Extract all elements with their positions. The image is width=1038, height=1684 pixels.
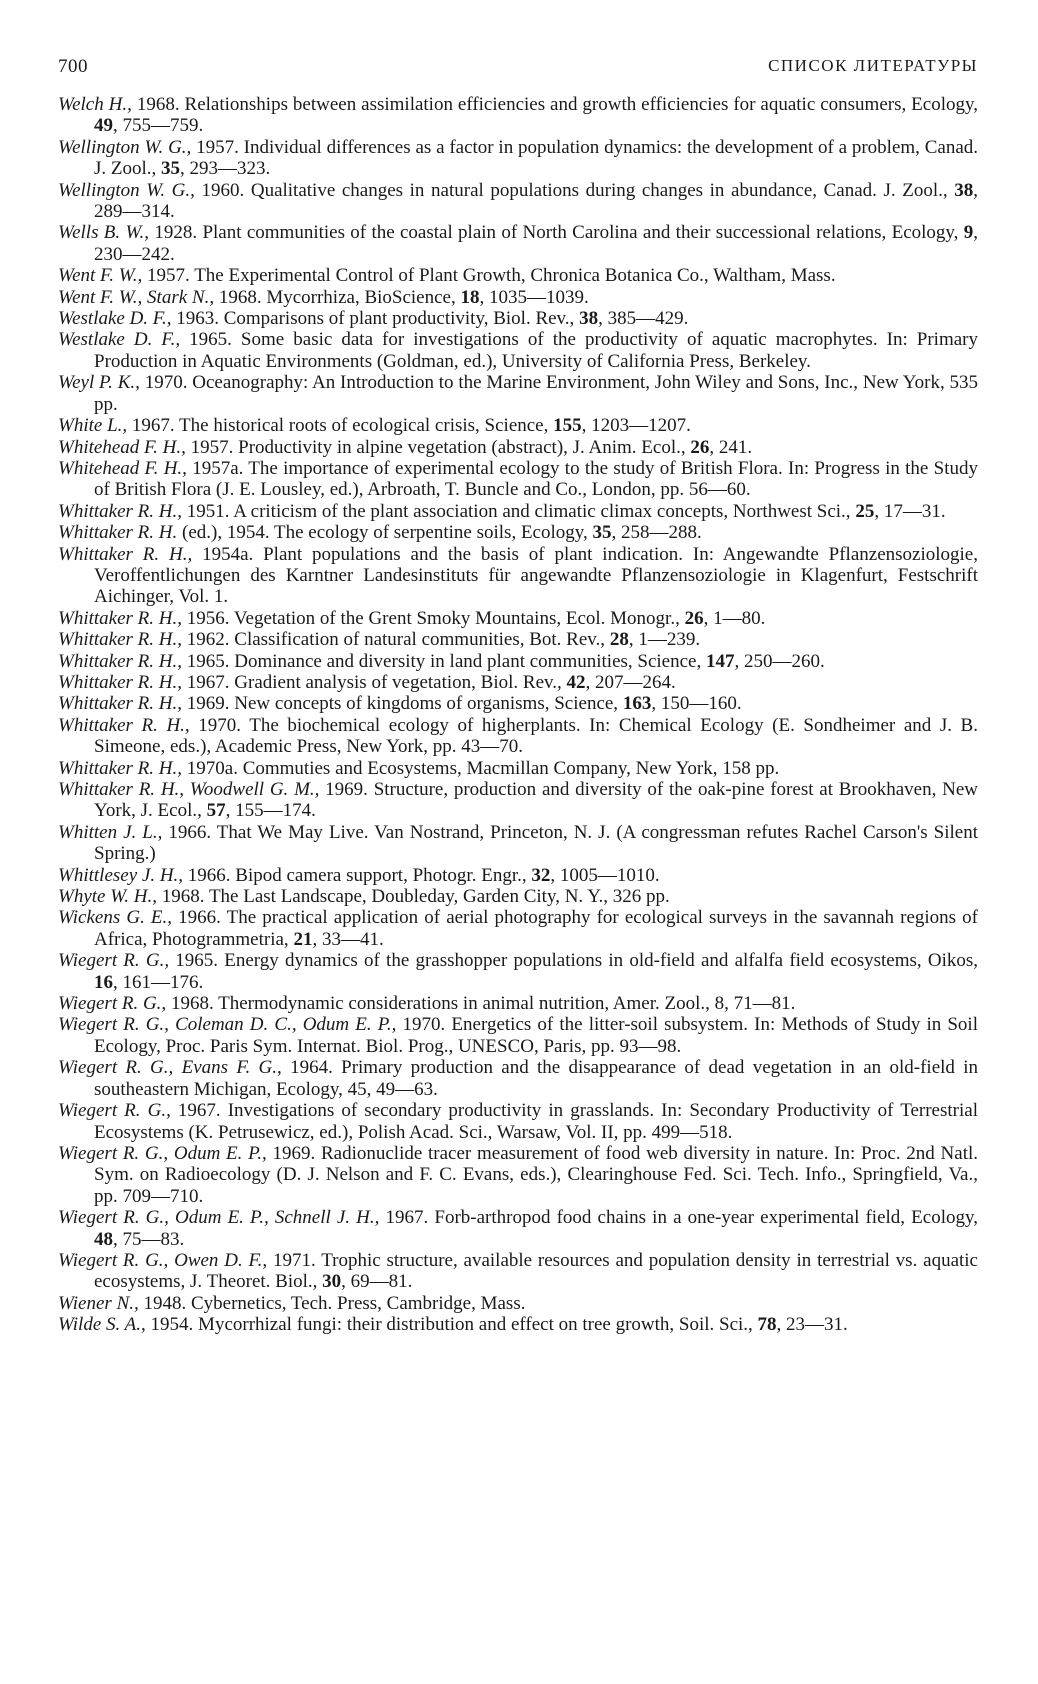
reference-authors: Welch H., <box>58 94 132 115</box>
reference-text: (ed.), 1954. The ecology of serpentine soils, Ecology, <box>177 522 593 544</box>
book-page <box>58 48 978 1336</box>
reference-text: 1967. Gradient analysis of vegetation, Biol. Rev., <box>182 671 567 693</box>
reference-pages: , 241. <box>709 436 753 458</box>
reference-authors: Westlake D. F., <box>58 329 181 351</box>
reference-authors: Whittaker R. H. <box>58 522 178 544</box>
reference-authors: Weyl P. K., <box>58 372 140 394</box>
reference-volume: 38 <box>579 308 599 330</box>
reference-authors: Whittaker R. H., <box>58 671 183 693</box>
reference-pages: , 1—239. <box>628 629 701 651</box>
reference-text: 1970. The biochemical ecology of higherplants. In: Chemical Ecology (E. Sondheimer and J. B. Simeone, eds.), Academic Press, New York, pp. 43—70. <box>94 714 978 758</box>
reference-pages: , 155—174. <box>225 800 316 822</box>
reference-entry <box>58 308 978 329</box>
reference-authors: Wiegert R. G., <box>58 993 167 1015</box>
reference-entry <box>58 1207 978 1250</box>
reference-entry <box>58 865 978 886</box>
reference-entry <box>58 907 978 950</box>
reference-pages: , 289—314. <box>94 179 978 223</box>
reference-text: 1957. Productivity in alpine vegetation (abstract), J. Anim. Ecol., <box>185 436 691 458</box>
reference-entry <box>58 94 978 137</box>
reference-entry <box>58 372 978 415</box>
reference-entry <box>58 1143 978 1207</box>
reference-volume: 18 <box>460 286 480 308</box>
reference-text: 1957. The Experimental Control of Plant Growth, Chronica Botanica Co., Waltham, Mass. <box>142 265 836 287</box>
reference-authors: Wiegert R. G., <box>58 950 170 972</box>
reference-volume: 30 <box>322 1271 342 1293</box>
reference-pages: , 150—160. <box>651 693 742 715</box>
running-head: СПИСОК ЛИТЕРАТУРЫ <box>768 56 978 75</box>
reference-volume: 163 <box>622 693 652 715</box>
reference-volume: 42 <box>566 671 586 693</box>
reference-text: 1954. Mycorrhizal fungi: their distribution and effect on tree growth, Soil. Sci., <box>145 1314 758 1336</box>
reference-authors: Wiegert R. G., Odum E. P., Schnell J. H., <box>58 1207 380 1229</box>
reference-authors: Whittaker R. H., <box>58 607 183 629</box>
reference-authors: Wellington W. G., <box>58 136 192 158</box>
reference-entry <box>58 437 978 458</box>
reference-authors: Wiener N., <box>58 1292 139 1314</box>
reference-authors: Whitehead F. H., <box>58 436 186 458</box>
reference-authors: Wiegert R. G., Owen D. F., <box>58 1249 268 1271</box>
reference-authors: Whittaker R. H., <box>58 714 190 736</box>
reference-entry <box>58 1314 978 1335</box>
reference-text: 1970a. Commuties and Ecosystems, Macmillan Company, New York, 158 pp. <box>182 757 780 779</box>
reference-text: 1954a. Plant populations and the basis of plant indication. In: Angewandte Pflanzensoziologie, Veroffentlichungen des Karntner Landesinstituts für angewandte Pflanzensoziologie in Klagenfurt, Festschrift Aichinger, Vol. 1. <box>94 543 978 608</box>
reference-authors: Whittaker R. H., <box>58 543 193 565</box>
reference-text: 1969. Structure, production and diversity of the oak-pine forest at Brookhaven, New York, J. Ecol., <box>94 779 978 822</box>
reference-volume: 16 <box>94 971 113 993</box>
reference-entry <box>58 1014 978 1057</box>
reference-text: 1965. Some basic data for investigations of the productivity of aquatic macrophytes. In: Primary Production in Aquatic Environments (Goldman, ed.), University of California Press, Berkeley. <box>94 329 978 372</box>
reference-entry <box>58 779 978 822</box>
reference-volume: 9 <box>963 222 974 244</box>
page-header <box>58 48 978 84</box>
reference-text: 1969. New concepts of kingdoms of organisms, Science, <box>182 693 623 715</box>
reference-authors: Whittaker R. H., Woodwell G. M., <box>58 779 320 800</box>
reference-volume: 21 <box>293 928 313 950</box>
reference-volume: 49 <box>94 115 113 137</box>
reference-text: 1960. Qualitative changes in natural populations during changes in abundance, Canad. J. Zool., <box>194 179 955 201</box>
reference-text: 1951. A criticism of the plant association and climatic climax concepts, Northwest Sci., <box>182 500 856 522</box>
reference-text: 1965. Energy dynamics of the grasshopper populations in old-field and alfalfa field ecosystems, Oikos, <box>169 950 978 972</box>
reference-authors: Wiegert R. G., Evans F. G., <box>58 1057 282 1079</box>
reference-text: 1967. Forb-arthropod food chains in a one-year experimental field, Ecology, <box>379 1207 978 1229</box>
reference-authors: Whyte W. H., <box>58 886 158 908</box>
reference-pages: , 33—41. <box>312 928 384 950</box>
reference-text: 1966. That We May Live. Van Nostrand, Princeton, N. J. (A congressman refutes Rachel Carson's Silent Spring.) <box>94 821 978 865</box>
reference-entry <box>58 287 978 308</box>
reference-authors: Wellington W. G., <box>58 179 195 201</box>
reference-authors: Whitten J. L., <box>58 821 163 843</box>
reference-text: 1970. Energetics of the litter-soil subsystem. In: Methods of Study in Soil Ecology, Proc. Paris Sym. Internat. Biol. Prog., UNESCO, Paris, pp. 93—98. <box>94 1014 978 1057</box>
reference-text: 1964. Primary production and the disappearance of dead vegetation in an old-field in southeastern Michigan, Ecology, 45, 49—63. <box>94 1057 978 1100</box>
reference-pages: , 250—260. <box>734 650 825 672</box>
reference-pages: , 755—759. <box>113 115 204 137</box>
reference-authors: Whittaker R. H., <box>58 500 183 522</box>
reference-entry <box>58 1293 978 1314</box>
reference-entry <box>58 329 978 372</box>
reference-authors: White L., <box>58 415 128 437</box>
reference-entry <box>58 458 978 501</box>
reference-pages: , 230—242. <box>94 222 978 265</box>
reference-entry <box>58 137 978 180</box>
reference-authors: Went F. W., <box>58 265 143 287</box>
reference-entry <box>58 608 978 629</box>
reference-entry <box>58 1100 978 1143</box>
reference-entry <box>58 265 978 286</box>
reference-text: 1956. Vegetation of the Grent Smoky Mountains, Ecol. Monogr., <box>182 607 685 629</box>
reference-volume: 38 <box>954 179 974 201</box>
reference-pages: , 69—81. <box>341 1271 413 1293</box>
reference-text: 1967. Investigations of secondary productivity in grasslands. In: Secondary Productivity of Terrestrial Ecosystems (K. Petrusewicz, ed.), Polish Acad. Sci., Warsaw, Vol. II, pp. 499—518. <box>94 1100 978 1143</box>
reference-authors: Wiegert R. G., Odum E. P., <box>58 1142 267 1164</box>
reference-entry <box>58 1057 978 1100</box>
reference-volume: 155 <box>553 415 582 437</box>
reference-volume: 28 <box>609 629 629 651</box>
reference-entry <box>58 950 978 993</box>
reference-entry <box>58 415 978 436</box>
reference-authors: Whittlesey J. H., <box>58 864 184 886</box>
reference-authors: Whittaker R. H., <box>58 693 183 715</box>
reference-entry <box>58 501 978 522</box>
reference-text: 1968. Relationships between assimilation efficiencies and growth efficiencies for aquatic consumers, Ecology, <box>131 94 978 115</box>
reference-entry <box>58 672 978 693</box>
reference-volume: 26 <box>690 436 710 458</box>
reference-entry <box>58 715 978 758</box>
reference-authors: Wiegert R. G., Coleman D. C., Odum E. P., <box>58 1014 397 1036</box>
reference-pages: , 258—288. <box>611 522 702 544</box>
reference-text: 1957a. The importance of experimental ecology to the study of British Flora. In: Progress in the Study of British Flora (J. E. Lousley, ed.), Arbroath, T. Buncle and Co., London, pp. 56—60. <box>94 457 978 501</box>
reference-entry <box>58 822 978 865</box>
reference-text: 1968. Mycorrhiza, BioScience, <box>214 286 461 308</box>
reference-authors: Wiegert R. G., <box>58 1100 171 1122</box>
reference-entry <box>58 758 978 779</box>
reference-authors: Whittaker R. H., <box>58 650 183 672</box>
reference-volume: 78 <box>757 1314 777 1336</box>
reference-pages: , 75—83. <box>113 1228 185 1250</box>
reference-entry <box>58 693 978 714</box>
reference-volume: 32 <box>531 864 551 886</box>
reference-text: 1965. Dominance and diversity in land plant communities, Science, <box>182 650 706 672</box>
page-number: 700 <box>58 56 88 77</box>
reference-authors: Whitehead F. H., <box>58 457 187 479</box>
reference-volume: 35 <box>592 522 612 544</box>
reference-pages: , 1—80. <box>703 607 766 629</box>
reference-text: 1970. Oceanography: An Introduction to the Marine Environment, John Wiley and Sons, Inc., New York, 535 pp. <box>94 372 979 415</box>
reference-entry <box>58 180 978 223</box>
reference-volume: 48 <box>94 1228 113 1250</box>
reference-authors: Wells B. W., <box>58 222 150 244</box>
reference-text: 1968. The Last Landscape, Doubleday, Garden City, N. Y., 326 pp. <box>157 886 670 908</box>
reference-text: 1968. Thermodynamic considerations in animal nutrition, Amer. Zool., 8, 71—81. <box>166 993 796 1015</box>
reference-entry <box>58 222 978 265</box>
reference-text: 1969. Radionuclide tracer measurement of food web diversity in nature. In: Proc. 2nd Natl. Sym. on Radioecology (D. J. Nelson and F. C. Evans, eds.), Clearinghouse Fed. Sci. Tech. Info., Springfield, Va., pp. 709—710. <box>94 1142 978 1207</box>
reference-authors: Went F. W., Stark N., <box>58 286 215 308</box>
reference-pages: , 1035—1039. <box>479 286 589 308</box>
reference-authors: Whittaker R. H., <box>58 629 183 651</box>
reference-text: 1967. The historical roots of ecological crisis, Science, <box>127 415 554 437</box>
reference-authors: Wickens G. E., <box>58 907 173 929</box>
reference-list <box>58 94 978 1336</box>
reference-text: 1963. Comparisons of plant productivity, Biol. Rev., <box>171 308 580 330</box>
reference-pages: , 207—264. <box>585 671 676 693</box>
reference-pages: , 385—429. <box>598 308 689 330</box>
reference-text: 1948. Cybernetics, Tech. Press, Cambridge, Mass. <box>138 1292 526 1314</box>
reference-entry <box>58 544 978 608</box>
reference-volume: 57 <box>206 800 226 822</box>
reference-authors: Whittaker R. H., <box>58 757 183 779</box>
reference-text: 1966. Bipod camera support, Photogr. Engr., <box>183 864 532 886</box>
reference-authors: Westlake D. F., <box>58 308 172 330</box>
reference-volume: 25 <box>855 500 875 522</box>
reference-volume: 26 <box>684 607 704 629</box>
reference-text: 1928. Plant communities of the coastal plain of North Carolina and their successional relations, Ecology, <box>149 222 964 244</box>
reference-entry <box>58 522 978 543</box>
reference-entry <box>58 1250 978 1293</box>
reference-pages: , 23—31. <box>776 1314 848 1336</box>
reference-text: 1957. Individual differences as a factor in population dynamics: the development of a problem, Canad. J. Zool., <box>94 136 979 180</box>
reference-pages: , 1005—1010. <box>550 864 660 886</box>
reference-entry <box>58 886 978 907</box>
reference-pages: , 161—176. <box>113 971 204 993</box>
reference-text: 1971. Trophic structure, available resources and population density in terrestrial vs. aquatic ecosystems, J. Theoret. Biol., <box>94 1249 978 1293</box>
reference-text: 1966. The practical application of aerial photography for ecological surveys in the savannah regions of Africa, Photogrammetria, <box>94 907 979 950</box>
reference-entry <box>58 993 978 1014</box>
reference-volume: 147 <box>705 650 735 672</box>
reference-entry <box>58 651 978 672</box>
reference-volume: 35 <box>161 158 181 180</box>
reference-pages: , 293—323. <box>180 158 271 180</box>
reference-pages: , 1203—1207. <box>581 415 691 437</box>
reference-authors: Wilde S. A., <box>58 1314 146 1336</box>
reference-text: 1962. Classification of natural communities, Bot. Rev., <box>182 629 610 651</box>
reference-pages: , 17—31. <box>874 500 946 522</box>
reference-entry <box>58 629 978 650</box>
